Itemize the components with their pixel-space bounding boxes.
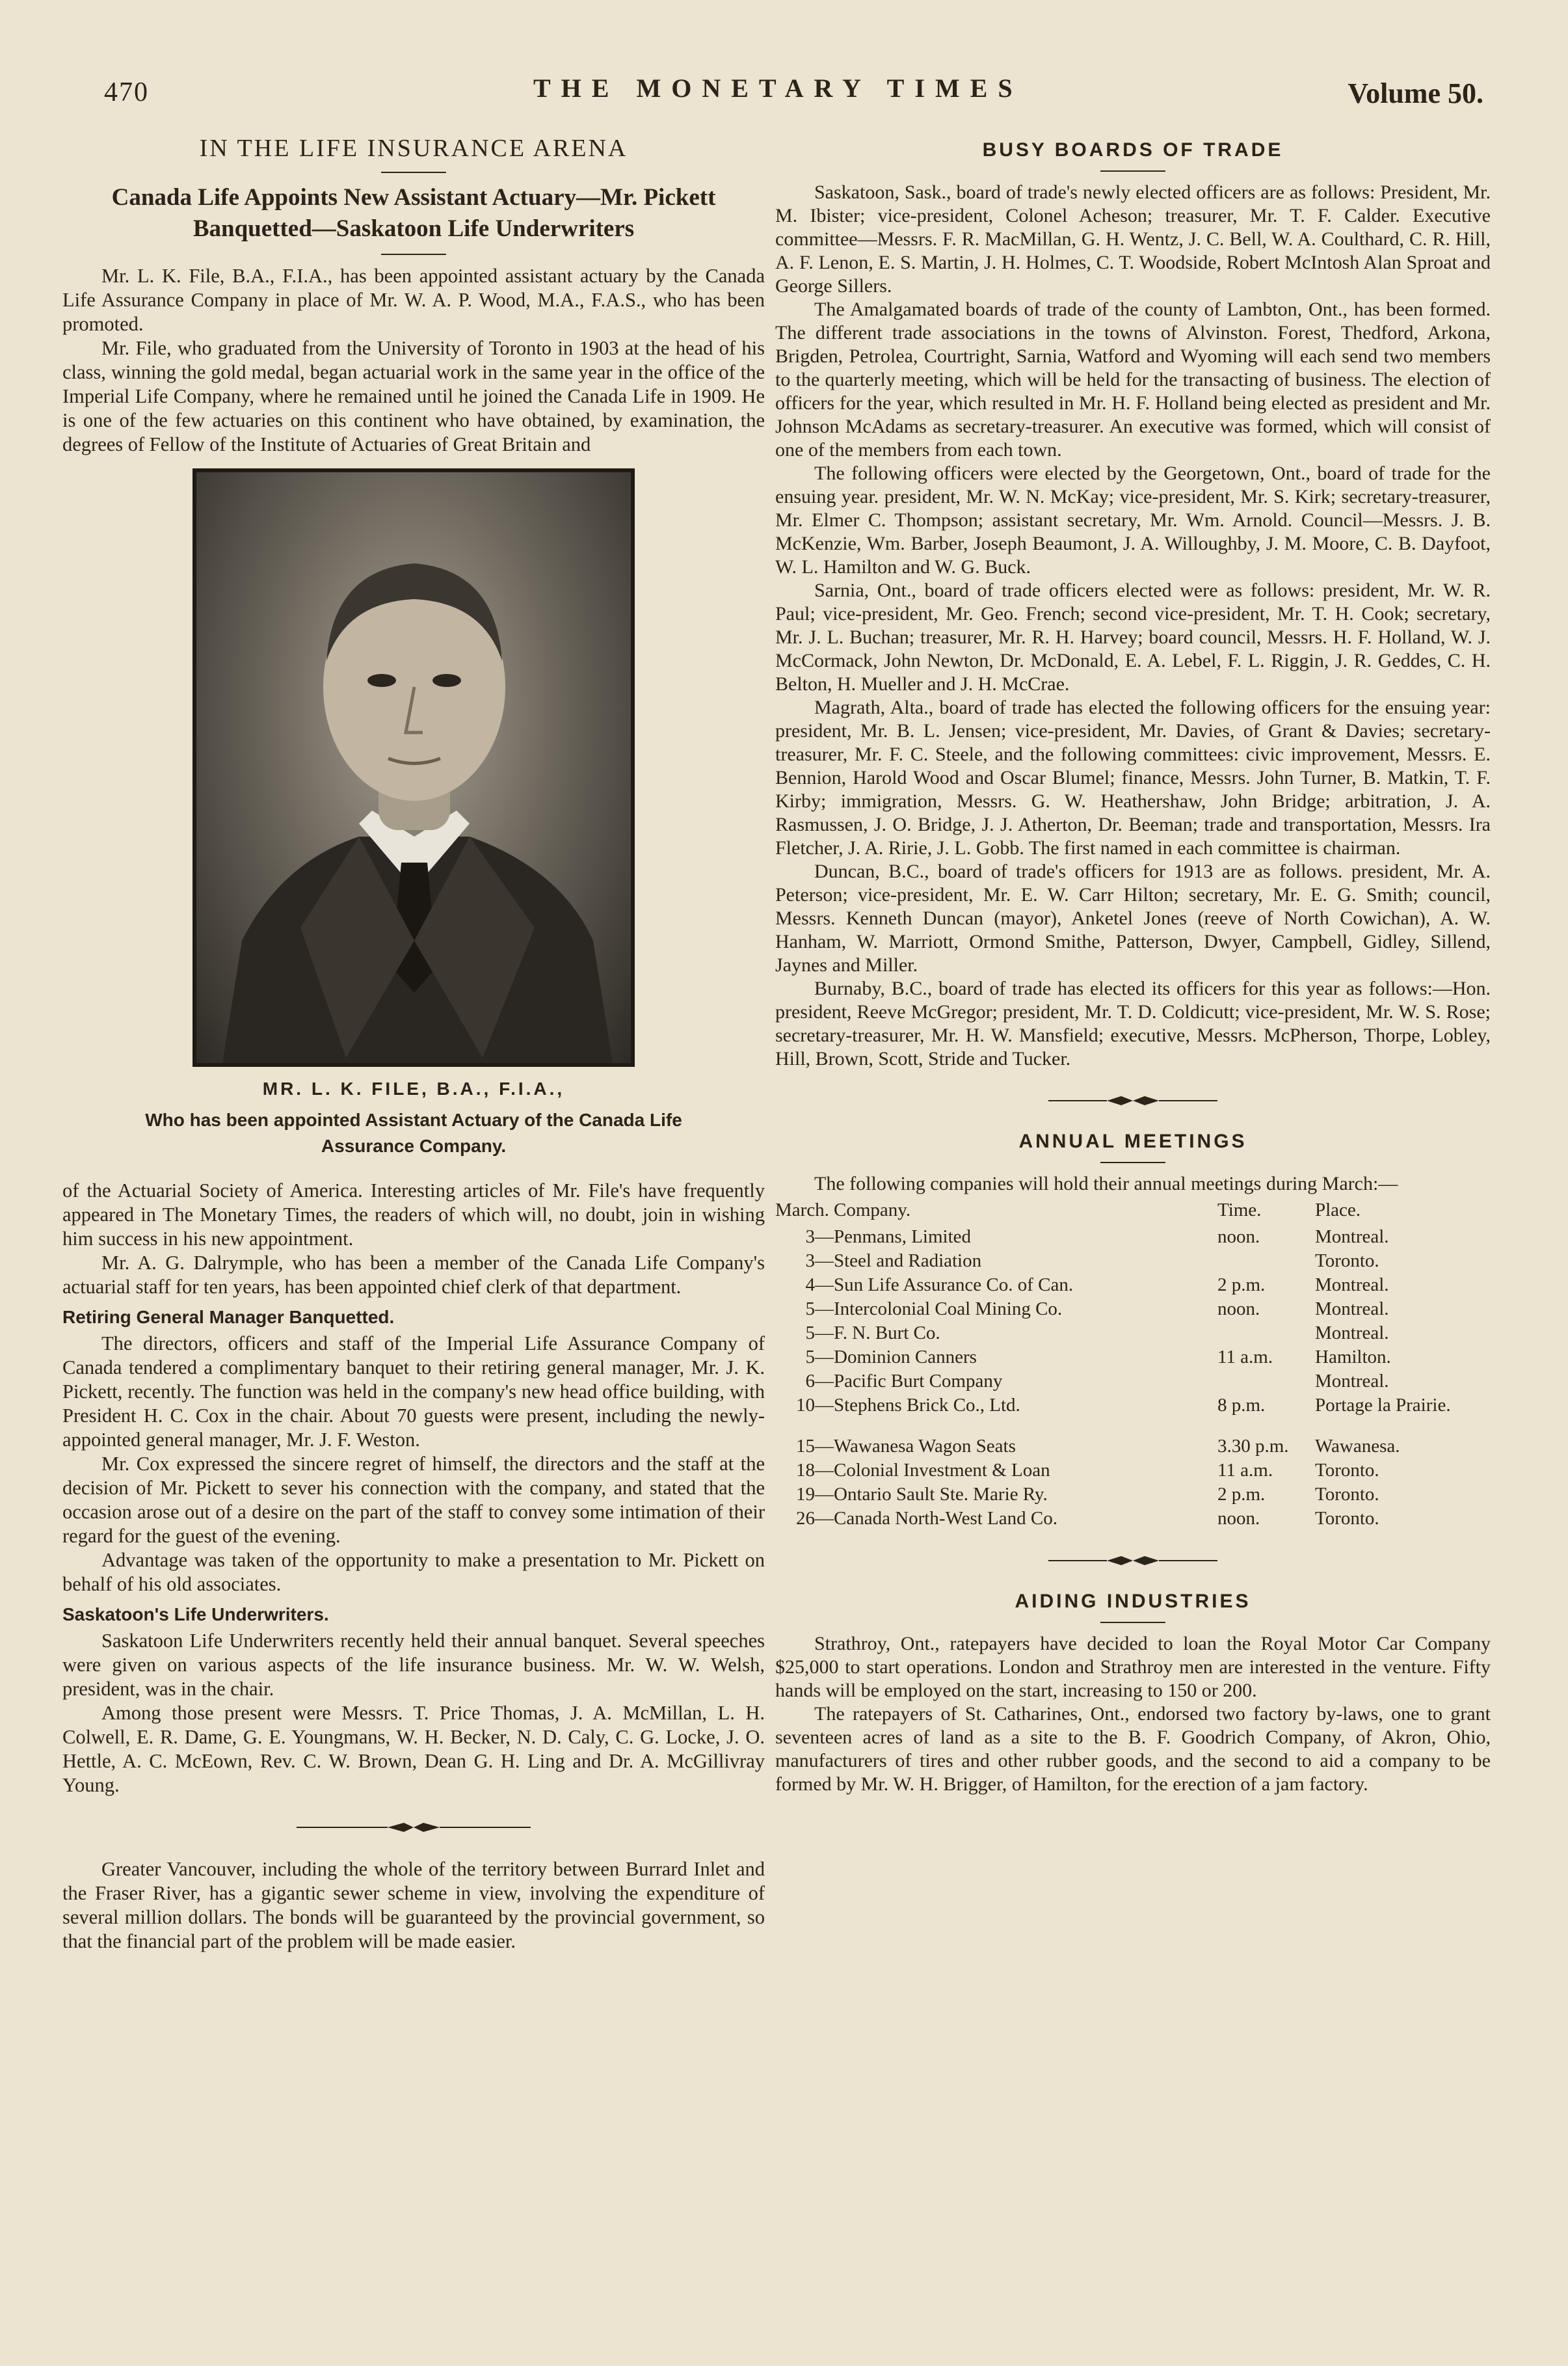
table-row bbox=[775, 1225, 1491, 1249]
paragraph: The directors, officers and staff of the Imperial Life Assurance Company of Canada tendered a complimentary banquet to their retiring general manager, Mr. J. K. Pickett, recently. The function was held in the company's new head office building, with President H. C. Cox in the chair. About 70 guests were present, including the newly-appointed general manager, Mr. J. F. Weston. bbox=[62, 1332, 765, 1451]
paragraph: Among those present were Messrs. T. Price Thomas, J. A. McMillan, L. H. Colwell, E. R. Dame, G. E. Youngmans, W. H. Becker, N. D. Caly, C. G. Locke, J. O. Hettle, A. C. McEown, Rev. C. W. Brown, Dean G. H. Ling and Dr. A. McGillivray Young. bbox=[62, 1702, 765, 1796]
table-cell: 3.30 p.m. bbox=[1217, 1436, 1289, 1457]
portrait-caption-name: MR. L. K. FILE, B.A., F.I.A., bbox=[262, 1079, 565, 1099]
table-row bbox=[775, 1273, 1491, 1297]
table-cell: 2 p.m. bbox=[1217, 1274, 1266, 1295]
table-cell: noon. bbox=[1217, 1226, 1260, 1247]
table-cell: 3— bbox=[805, 1250, 834, 1271]
table-spacer bbox=[775, 1418, 1491, 1434]
table-cell: 5— bbox=[805, 1347, 834, 1367]
table-cell: Montreal. bbox=[1315, 1226, 1389, 1247]
table-row bbox=[775, 1297, 1491, 1321]
table-cell: Hamilton. bbox=[1315, 1347, 1391, 1367]
ornament-divider bbox=[775, 1094, 1491, 1107]
table-cell bbox=[1217, 1321, 1315, 1345]
portrait-photo bbox=[193, 468, 635, 1067]
table-cell: 11 a.m. bbox=[1217, 1347, 1273, 1367]
divider-rule bbox=[1100, 1162, 1165, 1163]
section-title-annual-meetings: ANNUAL MEETINGS bbox=[1018, 1131, 1247, 1152]
article-subhead: Canada Life Appoints New Assistant Actuary—Mr. Pickett Banquetted—Saskatoon Life Underwriters bbox=[111, 184, 716, 242]
paragraph: The following companies will hold their annual meetings during March:— bbox=[814, 1173, 1398, 1194]
table-cell: 8 p.m. bbox=[1217, 1395, 1266, 1416]
ornament-divider bbox=[62, 1821, 765, 1834]
page-header bbox=[0, 0, 1568, 130]
table-cell: Ontario Sault Ste. Marie Ry. bbox=[834, 1484, 1048, 1505]
table-row bbox=[775, 1434, 1491, 1459]
table-cell: 6— bbox=[805, 1371, 834, 1391]
table-cell: 15— bbox=[796, 1436, 834, 1457]
section-title-boards-of-trade: BUSY BOARDS OF TRADE bbox=[982, 139, 1284, 161]
table-header-row bbox=[775, 1196, 1491, 1225]
table-cell: 19— bbox=[796, 1484, 834, 1505]
table-cell: Sun Life Assurance Co. of Can. bbox=[834, 1274, 1074, 1295]
saskatoon-underwriters-heading: Saskatoon's Life Underwriters. bbox=[62, 1604, 329, 1624]
paragraph: Strathroy, Ont., ratepayers have decided to loan the Royal Motor Car Company $25,000 to start operations. London and Strathroy men are interested in the venture. Fifty hands will be employed on the start, increasing to 150 or 200. bbox=[775, 1633, 1491, 1701]
right-column bbox=[775, 130, 1491, 1796]
table-cell: 18— bbox=[796, 1460, 834, 1481]
table-cell: noon. bbox=[1217, 1298, 1260, 1319]
paragraph: The ratepayers of St. Catharines, Ont., endorsed two factory by-laws, one to grant seventeen acres of land as a site to the B. F. Goodrich Company, of Akron, Ohio, manufacturers of tires and other rubber goods, and the second to aid a company to be formed by Mr. W. H. Brigger, of Hamilton, for the erection of a jam factory. bbox=[775, 1703, 1491, 1795]
table-cell: Stephens Brick Co., Ltd. bbox=[834, 1395, 1020, 1416]
table-cell: 4— bbox=[805, 1274, 834, 1295]
paragraph: Mr. L. K. File, B.A., F.I.A., has been appointed assistant actuary by the Canada Life Assurance Company in place of Mr. W. A. P. Wood, M.A., F.A.S., who has been promoted. bbox=[62, 265, 765, 335]
divider-rule bbox=[1100, 1622, 1165, 1623]
volume-label: Volume 50. bbox=[1348, 77, 1483, 109]
portrait-caption-description: Who has been appointed Assistant Actuary of the Canada Life Assurance Company. bbox=[145, 1110, 682, 1156]
paragraph: The following officers were elected by the Georgetown, Ont., board of trade for the ensuing year. president, Mr. W. N. McKay; vice-president, Mr. S. Kirk; secretary-treasurer, Mr. Elmer C. Thompson; assistant secretary, Mr. Wm. Arnold. Council—Messrs. J. B. McKenzie, Wm. Barber, Joseph Beaumont, J. A. Willoughby, J. M. Moore, C. B. Dayfoot, W. L. Hamilton and W. G. Buck. bbox=[775, 463, 1491, 578]
table-row bbox=[775, 1459, 1491, 1483]
table-row bbox=[775, 1345, 1491, 1369]
paragraph: Mr. Cox expressed the sincere regret of himself, the directors and the staff at the decision of Mr. Pickett to sever his connection with the company, and stated that the occasion arose out of a desire on the part of the staff to convey some intimation of their regard for the guest of the evening. bbox=[62, 1453, 765, 1547]
table-cell: 10— bbox=[796, 1395, 834, 1416]
page-number: 470 bbox=[104, 77, 149, 107]
paragraph: Mr. A. G. Dalrymple, who has been a member of the Canada Life Company's actuarial staff for ten years, has been appointed chief clerk of that department. bbox=[62, 1252, 765, 1298]
table-row bbox=[775, 1483, 1491, 1507]
table-cell: Wawanesa. bbox=[1315, 1436, 1400, 1457]
divider-rule bbox=[1100, 170, 1165, 172]
table-cell: 26— bbox=[796, 1508, 834, 1529]
table-cell: 5— bbox=[805, 1323, 834, 1343]
paragraph: Burnaby, B.C., board of trade has elected its officers for this year as follows:—Hon. president, Reeve McGregor; president, Mr. T. D. Coldicutt; vice-president, Mr. W. S. Rose; secretary-treasurer, Mr. H. W. Mansfield; executive, Messrs. McPherson, Thorpe, Lobley, Hill, Brown, Scott, Stride and Tucker. bbox=[775, 978, 1491, 1069]
table-cell: 11 a.m. bbox=[1217, 1460, 1273, 1481]
table-cell: Canada North-West Land Co. bbox=[834, 1508, 1057, 1529]
table-cell: Toronto. bbox=[1315, 1460, 1379, 1481]
table-row bbox=[775, 1393, 1491, 1418]
section-title-life-insurance: IN THE LIFE INSURANCE ARENA bbox=[199, 135, 628, 162]
table-cell: noon. bbox=[1217, 1508, 1260, 1529]
ornament-divider bbox=[775, 1554, 1491, 1567]
table-cell: 3— bbox=[805, 1226, 834, 1247]
paragraph: Saskatoon Life Underwriters recently held their annual banquet. Several speeches were given on various aspects of the life insurance business. Mr. W. W. Welsh, president, was in the chair. bbox=[62, 1630, 765, 1700]
divider-rule bbox=[381, 172, 446, 173]
paragraph: Magrath, Alta., board of trade has elected the following officers for the ensuing year: president, Mr. B. L. Jensen; vice-president, Mr. Davies, of Grant & Davies; secretary-treasurer, Mr. F. C. Steele, and the following committees: civic improvement, Messrs. E. Bennion, Harold Wood and Oscar Blumel; finance, Messrs. John Turner, B. Matkin, T. F. Kirby; immigration, Messrs. G. W. Heathershaw, John Bridge; arbitration, J. A. Rasmussen, J. O. Bridge, J. J. Atherton, Dr. Beeman; trade and transportation, Messrs. Ira Fletcher, J. A. Ririe, J. L. Gobb. The first named in each committee is chairman. bbox=[775, 697, 1491, 859]
paragraph: The Amalgamated boards of trade of the county of Lambton, Ont., has been formed. The different trade associations in the towns of Alvinston. Forest, Thedford, Arkona, Brigden, Petrolea, Courtright, Sarnia, Watford and Wyoming will each send two members to the quarterly meeting, which will be held for the transacting of business. The election of officers for the year, which resulted in Mr. H. F. Holland being elected as president and Mr. Johnson McAdams as secretary-treasurer. An executive was formed, which will consist of one of the members from each town. bbox=[775, 299, 1491, 461]
divider-rule bbox=[381, 254, 446, 255]
column-header: Company. bbox=[834, 1200, 911, 1220]
table-cell: Montreal. bbox=[1315, 1274, 1389, 1295]
table-cell: Portage la Prairie. bbox=[1315, 1395, 1451, 1416]
table-row bbox=[775, 1507, 1491, 1531]
table-cell: 2 p.m. bbox=[1217, 1484, 1266, 1505]
table-cell: Pacific Burt Company bbox=[834, 1371, 1003, 1391]
table-cell: Colonial Investment & Loan bbox=[834, 1460, 1050, 1481]
table-row bbox=[775, 1321, 1491, 1345]
meetings-table bbox=[775, 1196, 1491, 1531]
paragraph: Advantage was taken of the opportunity to make a presentation to Mr. Pickett on behalf of his old associates. bbox=[62, 1549, 765, 1595]
paragraph: Saskatoon, Sask., board of trade's newly elected officers are as follows: President, Mr. M. Ibister; vice-president, Colonel Acheson; treasurer, Mr. T. F. Calder. Executive committee—Messrs. F. R. MacMillan, G. H. Wentz, J. C. Bell, W. A. Coulthard, C. R. Hill, A. F. Lenon, E. S. Martin, J. H. Holmes, C. T. Woodside, Robert McIntosh Alan Sproat and George Sillers. bbox=[775, 181, 1491, 297]
table-cell: Toronto. bbox=[1315, 1484, 1379, 1505]
table-cell: Steel and Radiation bbox=[834, 1250, 982, 1271]
paragraph: Sarnia, Ont., board of trade officers elected were as follows: president, Mr. W. R. Paul; vice-president, Mr. Geo. French; second vice-president, Mr. T. H. Cook; secretary, Mr. J. L. Buchan; treasurer, Mr. R. H. Harvey; board council, Messrs. H. F. Holland, W. J. McCormack, John Newton, Dr. McDonald, E. A. Lebel, F. L. Riggin, J. R. Geddes, C. H. Belton, H. Mueller and J. H. McCrae. bbox=[775, 580, 1491, 695]
column-header: Time. bbox=[1217, 1200, 1262, 1220]
paragraph: Mr. File, who graduated from the University of Toronto in 1903 at the head of his class, winning the gold medal, began actuarial work in the same year in the office of the Imperial Life Company, where he remained until he joined the Canada Life in 1909. He is one of the few actuaries on this continent who have obtained, by examination, the degrees of Fellow of the Institute of Actuaries of Great Britain and bbox=[62, 337, 765, 455]
table-cell: 5— bbox=[805, 1298, 834, 1319]
table-cell: Toronto. bbox=[1315, 1250, 1379, 1271]
table-cell bbox=[1217, 1249, 1315, 1273]
table-cell: Montreal. bbox=[1315, 1323, 1389, 1343]
column-header: Place. bbox=[1315, 1200, 1361, 1220]
table-cell: Intercolonial Coal Mining Co. bbox=[834, 1298, 1063, 1319]
table-cell: Montreal. bbox=[1315, 1298, 1389, 1319]
table-cell bbox=[1217, 1369, 1315, 1393]
paragraph: Duncan, B.C., board of trade's officers for 1913 are as follows. president, Mr. A. Peterson; vice-president, Mr. E. W. Carr Hilton; secretary, Mr. E. G. Smith; council, Messrs. Kenneth Duncan (mayor), Anketel Jones (reeve of North Cowichan), A. W. Hanham, W. Marriott, Ormond Smithe, Patterson, Dwyer, Campbell, Gidley, Sillend, Jaynes and Miller. bbox=[775, 861, 1491, 976]
table-cell: Dominion Canners bbox=[834, 1347, 977, 1367]
table-cell: Toronto. bbox=[1315, 1508, 1379, 1529]
column-header: March. bbox=[775, 1200, 829, 1220]
left-column bbox=[62, 130, 765, 1954]
section-title-aiding-industries: AIDING INDUSTRIES bbox=[1015, 1591, 1251, 1612]
paragraph: of the Actuarial Society of America. Interesting articles of Mr. File's have frequently appeared in The Monetary Times, the readers of which will, no doubt, join in wishing him success in his new appointment. bbox=[62, 1179, 765, 1250]
table-cell: F. N. Burt Co. bbox=[834, 1323, 940, 1343]
table-row bbox=[775, 1249, 1491, 1273]
portrait-figure bbox=[196, 472, 631, 1063]
retiring-manager-heading: Retiring General Manager Banquetted. bbox=[62, 1307, 395, 1327]
table-row bbox=[775, 1369, 1491, 1393]
journal-title: THE MONETARY TIMES bbox=[533, 74, 1023, 103]
table-cell: Wawanesa Wagon Seats bbox=[834, 1436, 1016, 1457]
table-cell: Penmans, Limited bbox=[834, 1226, 972, 1247]
paragraph: Greater Vancouver, including the whole of the territory between Burrard Inlet and the Fraser River, has a gigantic sewer scheme in view, involving the expenditure of several million dollars. The bonds will be guaranteed by the provincial government, so that the financial part of the problem will be made easier. bbox=[62, 1858, 765, 1952]
table-cell: Montreal. bbox=[1315, 1371, 1389, 1391]
